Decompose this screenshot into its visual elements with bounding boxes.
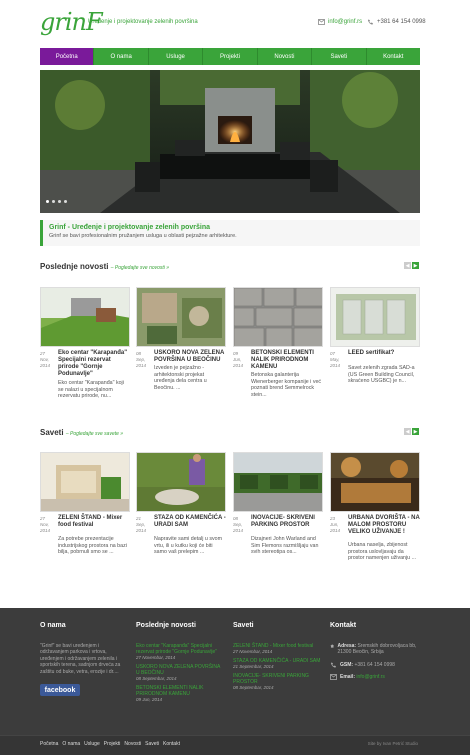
news-card-date: 07 May, 2014: [330, 351, 341, 368]
bottom-bar: [0, 735, 470, 755]
logo[interactable]: grinF: [40, 8, 102, 36]
news-card-image[interactable]: [136, 287, 226, 347]
news-arrows: [404, 262, 419, 269]
footer: [0, 608, 470, 755]
footer-about-text: "Grinf" se bavi uređenjem i održavanjem parkova i vrtova, uređenjem i održavanjem zelenila i sportskih terena, sadnjom drveća za zaštitu od buke, vetra, erozije i dr....: [40, 643, 121, 675]
footer-gsm-label: GSM:: [340, 661, 354, 668]
tips-arrows: [404, 428, 419, 435]
nav-o-nama[interactable]: O nama: [94, 48, 148, 65]
news-heading-text: Poslednje novosti: [40, 262, 109, 271]
tip-card-title[interactable]: INOVACIJE- SKRIVENI PARKING PROSTOR: [251, 515, 315, 528]
news-prev-button[interactable]: ◀: [405, 262, 410, 269]
news-card-text: Savet zelenih zgrada SAD-a (US Green Building Council, skraćeno USGBC) je n...: [348, 365, 415, 385]
footer-news-link[interactable]: BETONSKI ELEMENTI NALIK PRIRODNOM KAMENU: [136, 685, 204, 697]
slider-dot[interactable]: [52, 200, 55, 203]
news-card-text: Izveden je pejzažno - arhitektonski projekat uređenja dela centra u Beočinu. ...: [154, 365, 207, 391]
footer-tip-link[interactable]: INOVACIJE- SKRIVENI PARKING PROSTOR: [233, 673, 309, 685]
slider-dot[interactable]: [46, 200, 49, 203]
slider-dots: [46, 200, 67, 203]
header-phone-text: +381 64 154 0998: [377, 19, 426, 25]
tip-card-date: 21 Sep, 2014: [136, 516, 147, 533]
bottom-link-kontakt[interactable]: Kontakt: [163, 741, 180, 747]
news-card-title[interactable]: Eko centar "Karapanđa" Specijalni rezervat prirode "Gornje Podunavlje": [58, 350, 128, 377]
footer-about-heading: O nama: [40, 622, 66, 629]
slider-dot[interactable]: [58, 200, 61, 203]
tip-card-image[interactable]: [136, 452, 226, 512]
tip-card[interactable]: [40, 452, 130, 556]
site-signature[interactable]: Site by Ivan Petrić Studio: [367, 741, 418, 746]
footer-tip-link[interactable]: STAZA OD KAMENČIĆA - URADI SAM: [233, 658, 321, 664]
bottom-link-o-nama[interactable]: O nama: [62, 741, 81, 747]
tip-card[interactable]: [330, 452, 420, 562]
hero-slider-image[interactable]: [40, 70, 420, 213]
footer-address-text: Sremskih dobrovoljaca bb, 21300 Beočin, Srbija: [337, 643, 417, 656]
news-card-title[interactable]: LEED sertifikat?: [348, 350, 395, 356]
footer-news-date: 08 Septembar, 2014: [136, 676, 177, 681]
news-card-text: Betonska galanterija Wienerberger kompanije i već poznati brend Semmelrock stein...: [251, 372, 322, 398]
bottom-link-usluge[interactable]: Usluge: [84, 741, 100, 747]
tip-card-image[interactable]: [233, 452, 323, 512]
slider-dot[interactable]: [64, 200, 67, 203]
news-heading: [40, 262, 169, 271]
footer-address-label: Adresa:: [337, 643, 357, 649]
footer-address: [330, 643, 418, 656]
tip-card-image[interactable]: [330, 452, 420, 512]
intro-title: Grinf - Uređenje i projektovanje zelenih površina: [49, 224, 211, 231]
header-email-text: info@grinf.rs: [328, 19, 363, 25]
tip-card-date: 27 Nov, 2014: [40, 516, 51, 533]
tip-card-image[interactable]: [40, 452, 130, 512]
bottom-link-saveti[interactable]: Saveti: [145, 741, 160, 747]
news-card-image[interactable]: [233, 287, 323, 347]
news-card-date: 27 Nov, 2014: [40, 351, 51, 368]
tip-card-date: 23 Jun, 2014: [330, 516, 341, 533]
footer-news: [136, 622, 224, 706]
footer-news-link[interactable]: USKORO NOVA ZELENA POVRŠINA U BEOČINU: [136, 664, 221, 676]
tip-card-text: Dizajneri John Warland and Sim Flemons razmišljaju van svih stereotipa os...: [251, 536, 319, 556]
bottom-link-projekti[interactable]: Projekti: [103, 741, 121, 747]
footer-email-label: Email:: [340, 674, 356, 681]
footer-email-text[interactable]: info@grinf.rs: [356, 674, 385, 681]
news-card-title[interactable]: BETONSKI ELEMENTI NALIK PRIRODNOM KAMENU: [251, 350, 314, 370]
home-icon: [330, 643, 334, 649]
header-phone: [367, 19, 426, 25]
tips-next-button[interactable]: ▶: [413, 428, 418, 435]
footer-gsm: [330, 662, 418, 668]
footer-tips-heading: Saveti: [233, 622, 254, 629]
footer-contact: [330, 622, 418, 681]
footer-news-date: 27 Novembar, 2014: [136, 655, 176, 660]
news-card-text: Eko centar "Karapanđa" koji se nalazi u specijalnom rezervatu prirode, nu...: [58, 380, 124, 400]
envelope-icon: [318, 19, 325, 25]
nav-saveti[interactable]: Saveti: [312, 48, 366, 65]
footer-email: [330, 674, 418, 680]
tip-card-text: Napravite sami detalj u svom vrtu, ili u kutku koji će biti samo vaš prelepim ...: [154, 536, 223, 556]
hero-garden-photo: [40, 70, 420, 213]
tip-card-title[interactable]: STAZA OD KAMENČIĆA - URADI SAM: [154, 515, 226, 528]
tip-card-title[interactable]: ZELENI ŠTAND - Mixer food festival: [58, 515, 123, 528]
bottom-nav: [40, 741, 180, 747]
nav-kontakt[interactable]: Kontakt: [383, 53, 404, 60]
footer-contact-heading: Kontakt: [330, 622, 357, 629]
tip-card[interactable]: [136, 452, 226, 556]
footer-tip-date: 21 Septembar, 2014: [233, 664, 274, 669]
tips-more-link[interactable]: – Pogledajte sve savete »: [65, 431, 124, 437]
nav-usluge[interactable]: Usluge: [149, 48, 203, 65]
phone-icon: [330, 662, 337, 668]
footer-news-date: 09 Jun, 2014: [136, 697, 163, 702]
tips-heading-text: Saveti: [40, 428, 64, 437]
nav-projekti[interactable]: Projekti: [203, 48, 257, 65]
tip-card-text: Urbana naselja, zbijenost prostora uslovljavaju da prostor namenjen uživanju ...: [348, 542, 417, 562]
nav-novosti[interactable]: Novosti: [258, 48, 312, 65]
footer-tip-date: 08 Septembar, 2014: [233, 685, 274, 690]
news-card-image[interactable]: [330, 287, 420, 347]
news-card[interactable]: [233, 287, 323, 398]
footer-about: [40, 622, 128, 675]
footer-news-heading: Poslednje novosti: [136, 622, 196, 629]
phone-icon: [367, 19, 374, 25]
news-card-date: 09 Jun, 2014: [233, 351, 244, 368]
tip-card-text: Za potrebe prezentacije industrijskog prostora na bazi bilja, pobrnuli smo se ...: [58, 536, 127, 556]
news-next-button[interactable]: ▶: [413, 262, 418, 269]
footer-tip-link[interactable]: ZELENI ŠTAND - Mixer food festival: [233, 643, 314, 649]
tagline: Uređenje i projektovanje zelenih površina: [88, 19, 198, 25]
facebook-button[interactable]: facebook: [40, 684, 80, 696]
envelope-icon: [330, 674, 337, 680]
footer-gsm-text: +381 64 154 0998: [354, 661, 395, 668]
bottom-link-novosti[interactable]: Novosti: [124, 741, 142, 747]
tip-card-date: 08 Sep, 2014: [233, 516, 244, 533]
tip-card-title[interactable]: URBANA DVORIŠTA - NA MALOM PROSTORU VELIKO UŽIVANJE !: [348, 515, 420, 535]
news-card[interactable]: [136, 287, 226, 391]
news-card[interactable]: [40, 287, 130, 400]
tips-prev-button[interactable]: ◀: [405, 428, 410, 435]
tips-heading: [40, 428, 123, 437]
news-card-date: 08 Sep, 2014: [136, 351, 147, 368]
intro-text: Grinf se bavi profesionalnim pružanjem usluga u oblasti pejzažne arhitekture.: [49, 233, 237, 239]
news-card-image[interactable]: [40, 287, 130, 347]
intro-box: [40, 220, 420, 246]
tip-card[interactable]: [233, 452, 323, 556]
news-card[interactable]: [330, 287, 420, 385]
main-nav: [40, 48, 420, 65]
nav-pocetna[interactable]: Početna: [40, 48, 94, 65]
footer-news-link[interactable]: Eko centar "Karapanđa" Specijalni rezervat prirode "Gornje Podunavlje": [136, 643, 218, 655]
footer-tips: [233, 622, 321, 694]
news-more-link[interactable]: – Pogledajte sve novosti »: [110, 265, 170, 271]
bottom-link-pocetna[interactable]: Početna: [40, 741, 59, 747]
news-card-title[interactable]: USKORO NOVA ZELENA POVRŠINA U BEOČINU: [154, 350, 225, 363]
footer-tip-date: 27 Novembar, 2014: [233, 649, 273, 654]
header-email[interactable]: [318, 19, 362, 25]
